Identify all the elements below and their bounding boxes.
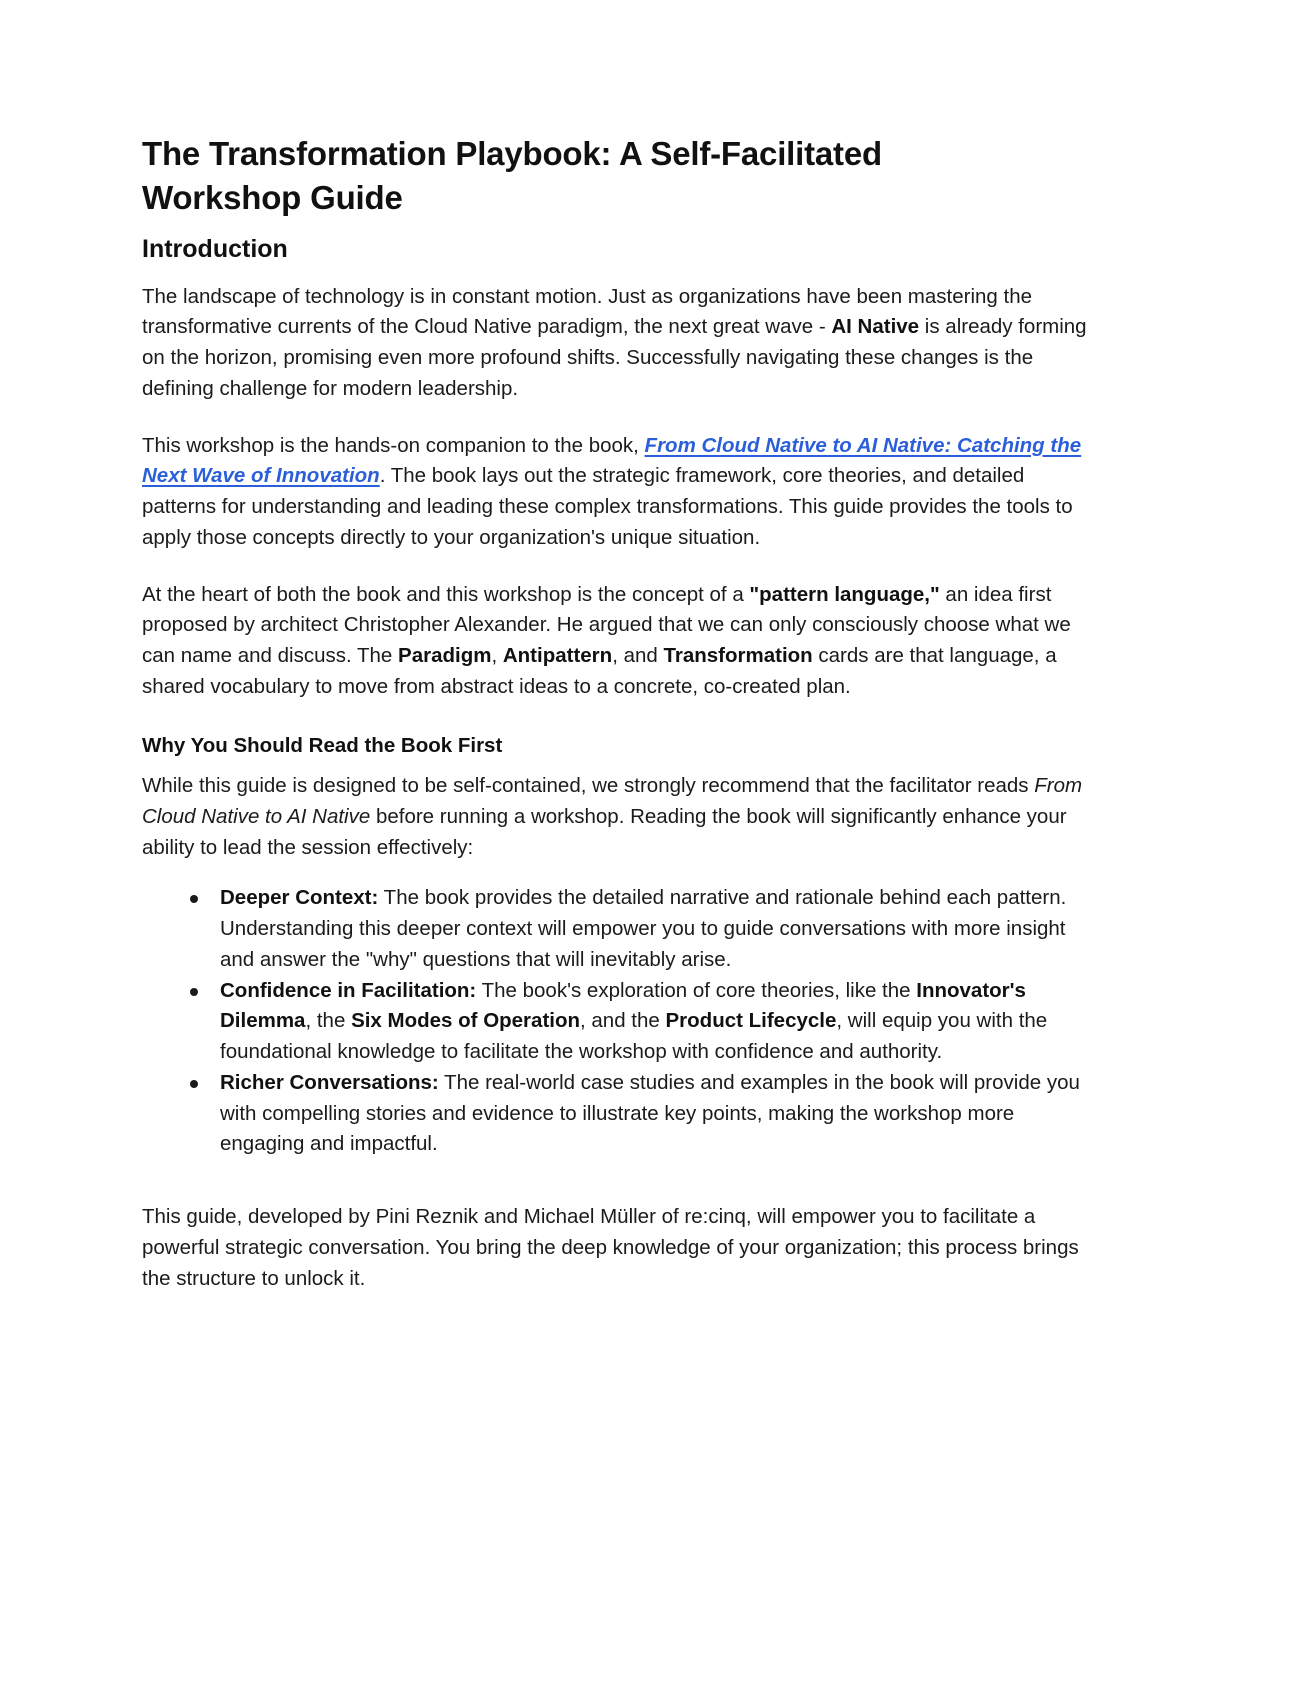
why-read-text-1: While this guide is designed to be self-contained, we strongly recommend that the facilitator reads <box>142 774 1035 798</box>
intro-paragraph-3 <box>142 580 1094 703</box>
intro-p1-bold-ai-native: AI Native <box>831 315 920 339</box>
bullet-text-confidence-3: , and the <box>580 1009 666 1033</box>
intro-p3-text-2: an idea first proposed by architect Christopher Alexander. He argued that we can only consciously choose what we can name and discuss. The <box>142 582 1071 668</box>
intro-paragraph-2 <box>142 431 1094 554</box>
bullet-label-richer-conversations: Richer Conversations: <box>220 1070 439 1094</box>
book-title-link[interactable]: From Cloud Native to AI Native: Catching the Next Wave of Innovation <box>142 433 1082 488</box>
bullet-text-confidence-4: , will equip you with the foundational knowledge to facilitate the workshop with confidence and authority. <box>220 1009 1048 1064</box>
bullet-label-deeper-context: Deeper Context: <box>220 886 379 910</box>
bullet-bold-innovators-dilemma: Innovator's Dilemma <box>220 978 1026 1033</box>
why-read-text-2: before running a workshop. Reading the book will significantly enhance your ability to lead the session effectively: <box>142 804 1067 859</box>
intro-p1-text-2: is already forming on the horizon, promising even more profound shifts. Successfully navigating these changes is the defining challenge for modern leadership. <box>142 315 1087 400</box>
bullet-text-confidence-1: The book's exploration of core theories, like the <box>476 978 917 1002</box>
intro-p3-text-3: , <box>491 644 503 668</box>
intro-p2-text-2: . The book lays out the strategic framework, core theories, and detailed patterns for understanding and leading these complex transformations. This guide provides the tools to apply those concepts directly to your organization's unique situation. <box>142 464 1073 549</box>
bullet-text-confidence-2: , the <box>305 1009 352 1033</box>
list-item <box>184 976 1094 1068</box>
intro-p3-bold-antipattern: Antipattern <box>502 644 613 668</box>
why-read-intro-paragraph <box>142 771 1094 863</box>
page-title: The Transformation Playbook: A Self-Facilitated Workshop Guide <box>142 135 882 216</box>
intro-p3-text-1: At the heart of both the book and this workshop is the concept of a <box>142 582 750 606</box>
bullet-bold-six-modes-of-operation: Six Modes of Operation <box>351 1009 581 1033</box>
intro-p3-bold-pattern-language: "pattern language," <box>749 582 940 606</box>
why-read-italic-book-title: From Cloud Native to AI Native <box>142 774 1083 828</box>
sub-heading-why-read-book-first: Why You Should Read the Book First <box>142 733 503 757</box>
intro-p3-bold-paradigm: Paradigm <box>398 644 492 668</box>
intro-p3-text-5: cards are that language, a shared vocabulary to move from abstract ideas to a concrete, co-created plan. <box>142 644 1057 698</box>
intro-p1-text-1: The landscape of technology is in constant motion. Just as organizations have been mastering the transformative currents of the Cloud Native paradigm, the next great wave - <box>142 284 1033 339</box>
bullet-bold-product-lifecycle: Product Lifecycle <box>665 1009 837 1033</box>
intro-p3-text-4: , and <box>612 644 664 668</box>
bullet-text-richer-conversations: The real-world case studies and examples in the book will provide you with compelling stories and evidence to illustrate key points, making the workshop more engaging and impactful. <box>220 1070 1080 1156</box>
intro-p2-text-1: This workshop is the hands-on companion to the book, <box>142 433 645 457</box>
list-item <box>184 1068 1094 1160</box>
list-item <box>184 883 1094 975</box>
why-read-bullet-list <box>142 883 1094 1160</box>
bullet-label-confidence-in-facilitation: Confidence in Facilitation: <box>220 978 477 1002</box>
closing-paragraph: This guide, developed by Pini Reznik and Michael Müller of re:cinq, will empower you to facilitate a powerful strategic conversation. You bring the deep knowledge of your organization; this process brings the structure to unlock it. <box>142 1205 1079 1290</box>
bullet-text-deeper-context: The book provides the detailed narrative and rationale behind each pattern. Understanding this deeper context will empower you to guide conversations with more insight and answer the "why" questions that will inevitably arise. <box>220 886 1067 971</box>
intro-p3-bold-transformation: Transformation <box>663 644 813 668</box>
intro-paragraph-1 <box>142 282 1094 405</box>
section-heading-introduction: Introduction <box>142 235 288 264</box>
